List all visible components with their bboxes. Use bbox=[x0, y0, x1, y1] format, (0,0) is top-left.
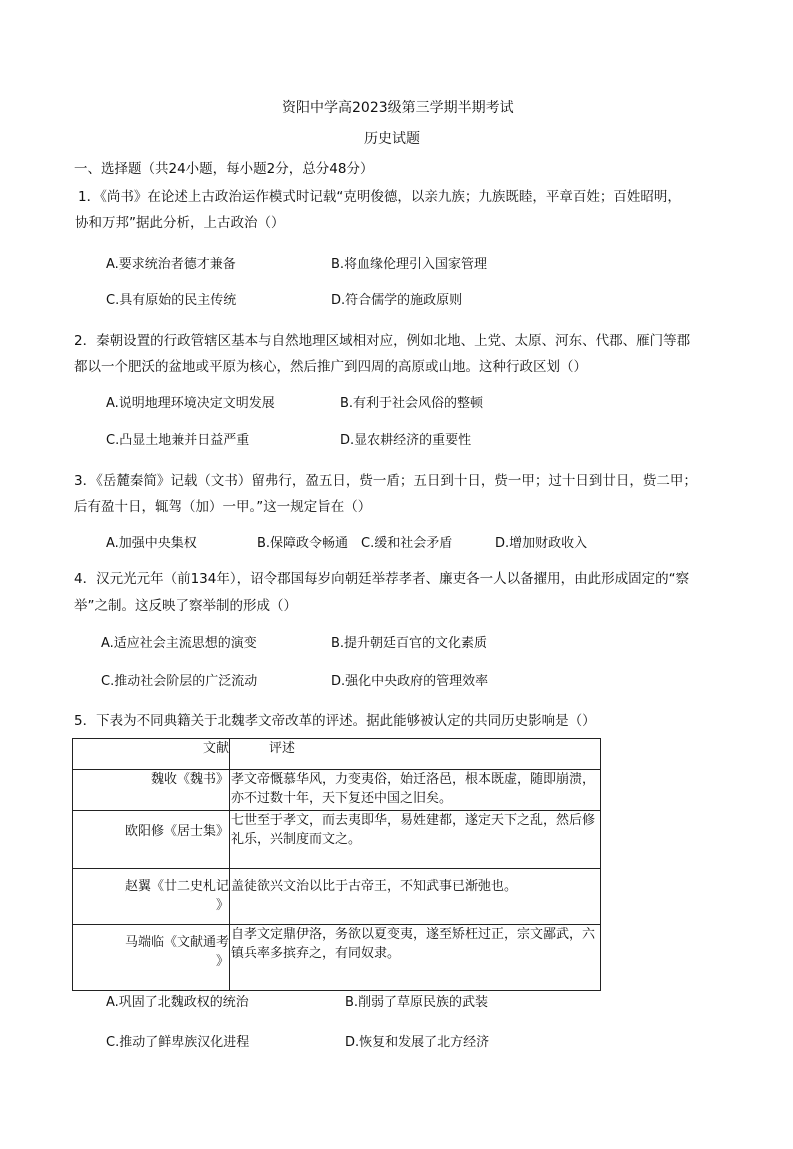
row-2-comment: 七世至于孝文，而去夷即华，易姓建都，遂定天下之乱，然后修礼乐，兴制度而文之。 bbox=[230, 811, 601, 869]
question-1-option-a: A.要求统治者德才兼备 bbox=[106, 257, 236, 272]
question-2-option-a: A.说明地理环境决定文明发展 bbox=[106, 396, 275, 411]
row-1-source bbox=[73, 770, 230, 811]
row-3-source bbox=[73, 869, 230, 925]
row-1-comment: 孝文帝慨慕华风，力变夷俗，始迁洛邑，根本既虚，随即崩溃，亦不过数十年，天下复还中国之旧矣。 bbox=[230, 770, 601, 811]
row-4-source-line-2: 》 bbox=[215, 954, 229, 969]
exam-title: 资阳中学高2023级第三学期半期考试 bbox=[282, 100, 514, 116]
header-source: 文献 bbox=[73, 739, 230, 770]
question-2-option-c: C.凸显土地兼并日益严重 bbox=[106, 433, 250, 448]
question-5-stem: 5．下表为不同典籍关于北魏孝文帝改革的评述。据此能够被认定的共同历史影响是（） bbox=[74, 713, 596, 729]
row-4-source bbox=[73, 925, 230, 991]
table-row bbox=[73, 770, 601, 811]
header-comment-label: 评述 bbox=[269, 741, 296, 756]
question-2-option-d: D.显农耕经济的重要性 bbox=[340, 433, 472, 448]
question-4-stem-line-2: 举”之制。这反映了察举制的形成（） bbox=[74, 598, 297, 614]
table-row bbox=[73, 869, 601, 925]
question-1-option-c: C.具有原始的民主传统 bbox=[106, 293, 237, 308]
row-1-source-label: 魏收《魏书》 bbox=[150, 772, 229, 787]
question-4-option-b: B.提升朝廷百官的文化素质 bbox=[331, 636, 488, 651]
header-comment bbox=[230, 739, 601, 770]
question-5-option-b: B.削弱了草原民族的武装 bbox=[345, 995, 489, 1010]
question-2-option-b: B.有利于社会风俗的整顿 bbox=[340, 396, 484, 411]
question-4-option-a: A.适应社会主流思想的演变 bbox=[101, 636, 257, 651]
table-header-row bbox=[73, 739, 601, 770]
row-3-source-line-2: 》 bbox=[215, 898, 229, 913]
question-3-option-c: C.缓和社会矛盾 bbox=[361, 536, 453, 551]
row-3-comment: 盖徒欲兴文治以比于古帝王，不知武事已渐弛也。 bbox=[230, 869, 601, 925]
question-1-stem-line-2: 协和万邦”据此分析，上古政治（） bbox=[75, 215, 285, 231]
row-2-source: 欧阳修《居士集》 bbox=[73, 811, 230, 869]
question-3-stem-line-2: 后有盈十日，辄驾（加）一甲。”这一规定旨在（） bbox=[74, 499, 372, 515]
exam-subject: 历史试题 bbox=[364, 131, 420, 147]
question-5-option-d: D.恢复和发展了北方经济 bbox=[345, 1035, 490, 1050]
question-2-stem-line-1: 2．秦朝设置的行政管辖区基本与自然地理区域相对应，例如北地、上党、太原、河东、代郡、雁门等郡 bbox=[74, 333, 691, 349]
question-4-option-c: C.推动社会阶层的广泛流动 bbox=[101, 674, 258, 689]
question-3-option-d: D.增加财政收入 bbox=[495, 536, 588, 551]
row-4-source-line-1: 马端临《文献通考 bbox=[124, 935, 229, 950]
question-1-stem-line-1: 1．《尚书》在论述上古政治运作模式时记载“克明俊德，以亲九族；九族既睦，平章百姓；百姓昭明， bbox=[78, 189, 681, 205]
section-heading: 一、选择题（共24小题，每小题2分，总分48分） bbox=[74, 161, 374, 177]
question-3-option-a: A.加强中央集权 bbox=[106, 536, 197, 551]
question-5-option-a: A.巩固了北魏政权的统治 bbox=[106, 995, 249, 1010]
question-3-option-b: B.保障政令畅通 bbox=[257, 536, 349, 551]
question-4-option-d: D.强化中央政府的管理效率 bbox=[331, 674, 489, 689]
question-5-option-c: C.推动了鲜卑族汉化进程 bbox=[106, 1035, 250, 1050]
question-3-stem-line-1: 3．《岳麓秦简》记载（文书）留弗行，盈五日，赀一盾；五日到十日，赀一甲；过十日到廿日，赀二甲； bbox=[74, 473, 697, 489]
row-4-comment: 自孝文定鼎伊洛，务欲以夏变夷，遂至矫枉过正，宗文鄙武，六镇兵率多摈弃之，有同奴隶。 bbox=[230, 925, 601, 991]
table-row bbox=[73, 925, 601, 991]
reviews-table bbox=[72, 738, 601, 991]
question-2-stem-line-2: 都以一个肥沃的盆地或平原为核心，然后推广到四周的高原或山地。这种行政区划（） bbox=[74, 359, 587, 375]
row-3-source-line-1: 赵翼《廿二史札记 bbox=[124, 879, 229, 894]
question-1-option-d: D.符合儒学的施政原则 bbox=[331, 293, 463, 308]
question-4-stem-line-1: 4．汉元光元年（前134年），诏令郡国每岁向朝廷举荐孝者、廉吏各一人以备擢用，由此形成固定的“察 bbox=[74, 571, 690, 587]
question-1-option-b: B.将血缘伦理引入国家管理 bbox=[331, 257, 488, 272]
table-row bbox=[73, 811, 601, 869]
